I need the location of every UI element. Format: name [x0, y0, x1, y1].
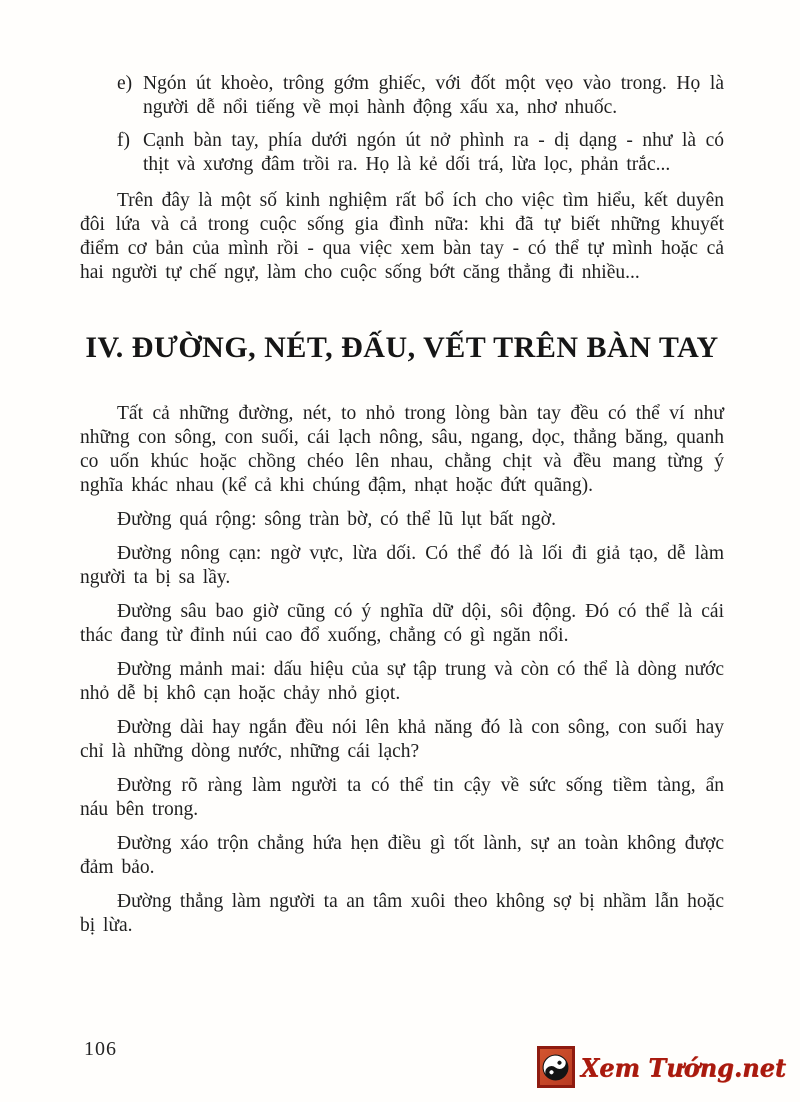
paragraph: Đường sâu bao giờ cũng có ý nghĩa dữ dội, sôi động. Đó có thể là cái thác đang từ đỉnh núi cao đổ xuống, chẳng có gì ngăn nổi. [80, 601, 724, 646]
list-item-e [117, 72, 724, 120]
list-marker: e) [117, 73, 133, 94]
watermark-logo [537, 1046, 786, 1088]
paragraph: Đường dài hay ngắn đều nói lên khả năng đó là con sông, con suối hay chỉ là những dòng nước, những cái lạch? [80, 717, 724, 762]
paragraph: Đường xáo trộn chẳng hứa hẹn điều gì tốt lành, sự an toàn không được đảm bảo. [80, 833, 724, 878]
paragraph: Tất cả những đường, nét, to nhỏ trong lòng bàn tay đều có thể ví như những con sông, con suối, cái lạch nông, sâu, ngang, dọc, thẳng băng, quanh co uốn khúc hoặc chồng chéo lên nhau, chằng chịt và đều mang từng ý nghĩa khác nhau (kể cả khi chúng đậm, nhạt hoặc đứt quãng). [80, 403, 724, 496]
paragraph: Đường rõ ràng làm người ta có thể tin cậy về sức sống tiềm tàng, ẩn náu bên trong. [80, 775, 724, 820]
list-item-f [117, 129, 724, 177]
section-heading: IV. ĐƯỜNG, NÉT, ĐẤU, VẾT TRÊN BÀN TAY [85, 331, 719, 364]
list-marker: f) [117, 130, 130, 151]
brand-text: Xem Tướng.net [580, 1051, 786, 1083]
list-item-text: Cạnh bàn tay, phía dưới ngón út nở phình ra - dị dạng - như là có thịt và xương đâm trồi ra. Họ là kẻ dối trá, lừa lọc, phản trắc... [143, 130, 724, 175]
paragraph: Đường nông cạn: ngờ vực, lừa dối. Có thể đó là lối đi giả tạo, dễ làm người ta bị sa lầy. [80, 543, 724, 588]
paragraph: Đường thẳng làm người ta an tâm xuôi theo không sợ bị nhầm lẫn hoặc bị lừa. [80, 891, 724, 936]
page-number: 106 [84, 1038, 117, 1060]
summary-paragraph: Trên đây là một số kinh nghiệm rất bổ ích cho việc tìm hiểu, kết duyên đôi lứa và cả trong cuộc sống gia đình nữa: khi đã tự biết những khuyết điểm cơ bản của mình rồi - qua việc xem bàn tay - có thể tự mình hoặc cả hai người tự chế ngự, làm cho cuộc sống bớt căng thẳng đi nhiều... [80, 190, 724, 283]
yin-yang-icon [537, 1046, 575, 1088]
paragraph: Đường mảnh mai: dấu hiệu của sự tập trung và còn có thể là dòng nước nhỏ dễ bị khô cạn hoặc chảy nhỏ giọt. [80, 659, 724, 704]
paragraph: Đường quá rộng: sông tràn bờ, có thể lũ lụt bất ngờ. [117, 509, 556, 530]
list-item-text: Ngón út khoèo, trông gớm ghiếc, với đốt một vẹo vào trong. Họ là người dễ nổi tiếng về mọi hành động xấu xa, nhơ nhuốc. [143, 73, 724, 118]
page-content [80, 72, 724, 948]
